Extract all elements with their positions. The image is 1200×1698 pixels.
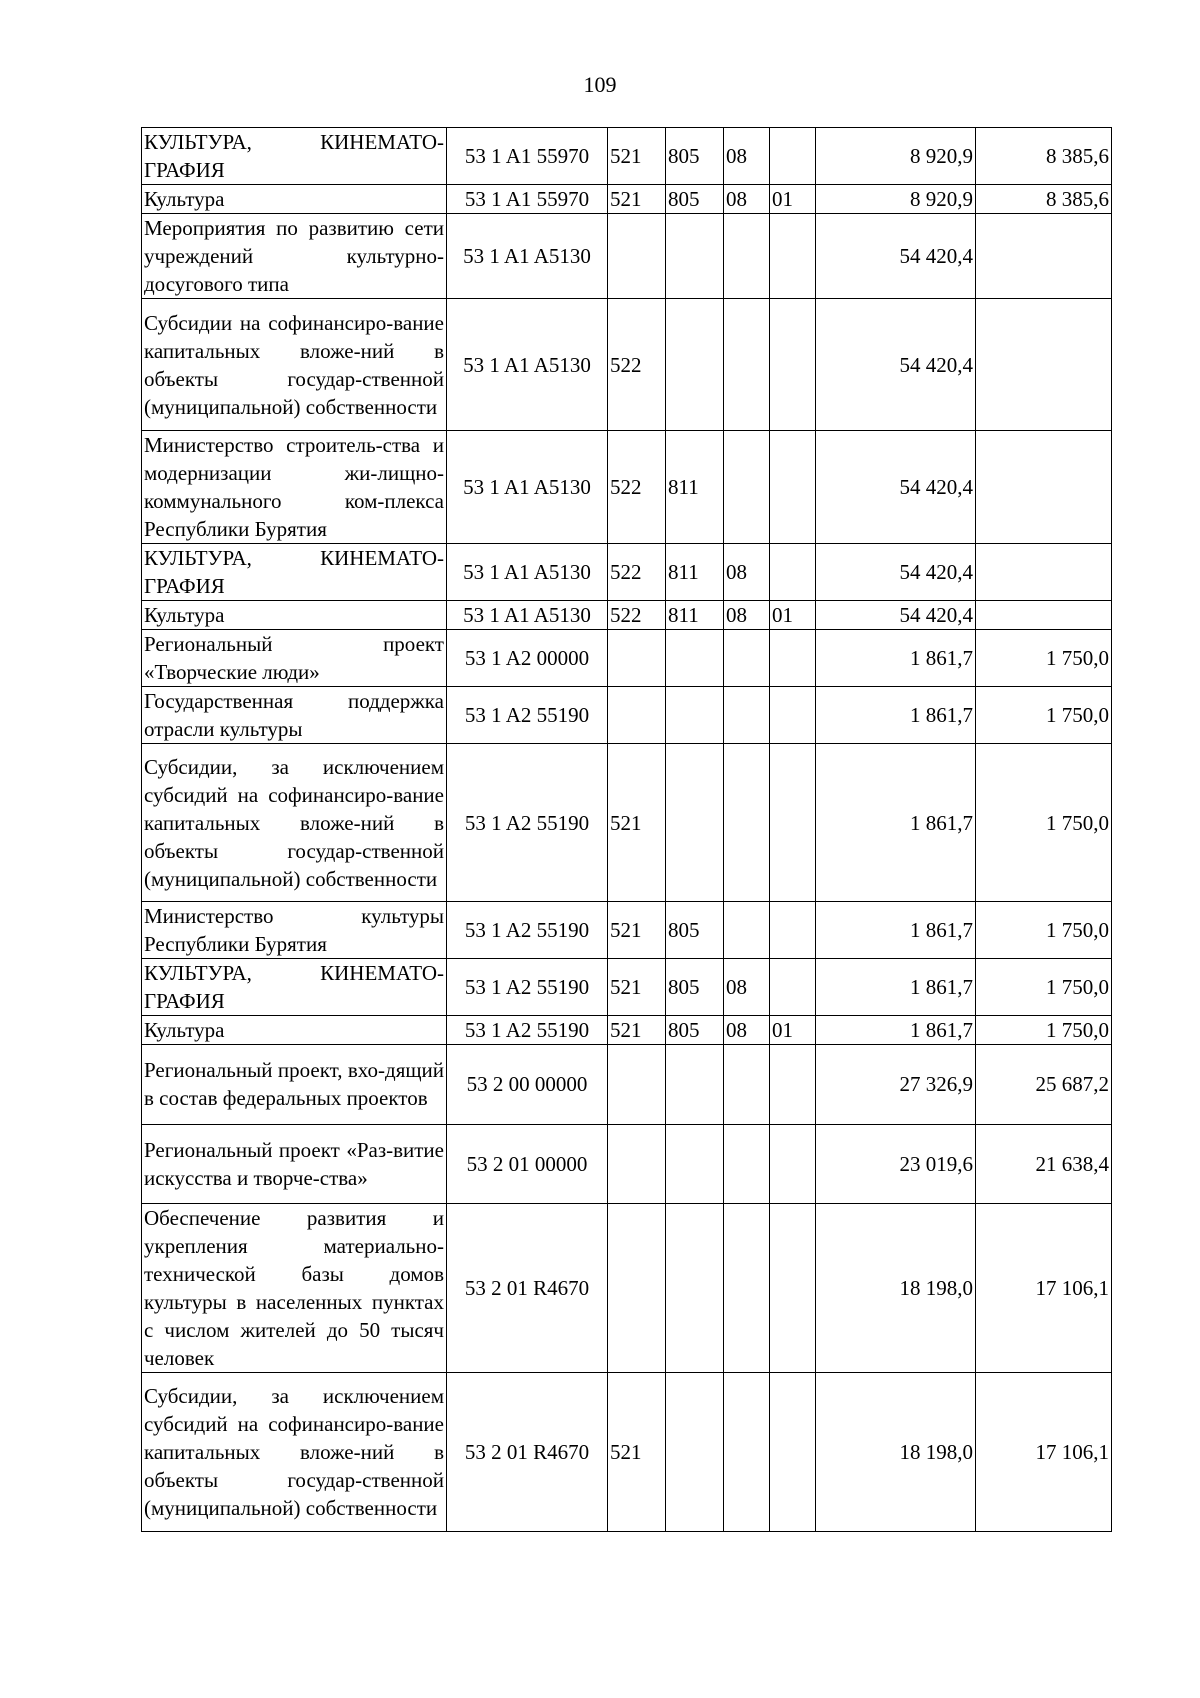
cell-amount-2: 1 750,0 (976, 687, 1112, 744)
cell-subsection (770, 630, 816, 687)
cell-department (666, 687, 724, 744)
cell-expense-type: 522 (608, 601, 666, 630)
table-row (142, 128, 1112, 185)
cell-expense-type: 522 (608, 431, 666, 544)
cell-name: Субсидии, за исключением субсидий на софинансиро-вание капитальных вложе-ний в объекты государ-ственной (муниципальной) собственности (142, 744, 447, 902)
cell-amount-2 (976, 601, 1112, 630)
cell-amount-2: 8 385,6 (976, 128, 1112, 185)
cell-expense-type: 521 (608, 1016, 666, 1045)
cell-subsection (770, 128, 816, 185)
cell-amount-1: 23 019,6 (816, 1124, 976, 1204)
table-row (142, 214, 1112, 299)
table-row (142, 902, 1112, 959)
cell-amount-1: 1 861,7 (816, 959, 976, 1016)
cell-amount-2 (976, 214, 1112, 299)
cell-section (724, 1204, 770, 1373)
cell-department: 805 (666, 185, 724, 214)
cell-subsection (770, 1124, 816, 1204)
cell-expense-type: 521 (608, 744, 666, 902)
cell-amount-1: 1 861,7 (816, 1016, 976, 1045)
cell-subsection (770, 299, 816, 431)
budget-table (141, 127, 1112, 1532)
cell-name: Региональный проект, вхо-дящий в состав федеральных проектов (142, 1045, 447, 1125)
cell-target-code: 53 1 A2 55190 (447, 902, 608, 959)
table-row (142, 185, 1112, 214)
cell-subsection (770, 1045, 816, 1125)
cell-name: Министерство культуры Республики Бурятия (142, 902, 447, 959)
cell-section (724, 744, 770, 902)
cell-target-code: 53 1 A1 A5130 (447, 544, 608, 601)
cell-section: 08 (724, 959, 770, 1016)
cell-department (666, 744, 724, 902)
table-row (142, 1045, 1112, 1125)
cell-expense-type: 521 (608, 959, 666, 1016)
cell-name: Государственная поддержка отрасли культуры (142, 687, 447, 744)
table-row (142, 544, 1112, 601)
cell-expense-type (608, 630, 666, 687)
table-row (142, 1124, 1112, 1204)
cell-amount-1: 1 861,7 (816, 630, 976, 687)
cell-expense-type (608, 687, 666, 744)
table-row (142, 601, 1112, 630)
cell-amount-2: 1 750,0 (976, 1016, 1112, 1045)
cell-amount-1: 54 420,4 (816, 214, 976, 299)
cell-section (724, 1045, 770, 1125)
cell-department: 811 (666, 544, 724, 601)
cell-name: Субсидии на софинансиро-вание капитальных вложе-ний в объекты государ-ственной (муниципальной) собственности (142, 299, 447, 431)
cell-subsection (770, 959, 816, 1016)
cell-amount-2: 1 750,0 (976, 630, 1112, 687)
cell-name: Министерство строитель-ства и модернизации жи-лищно-коммунального ком-плекса Республики Бурятия (142, 431, 447, 544)
cell-expense-type (608, 1204, 666, 1373)
cell-amount-1: 18 198,0 (816, 1204, 976, 1373)
cell-department (666, 630, 724, 687)
cell-target-code: 53 1 A2 55190 (447, 744, 608, 902)
cell-amount-1: 1 861,7 (816, 744, 976, 902)
table-row (142, 431, 1112, 544)
cell-name: Культура (142, 1016, 447, 1045)
cell-name: Субсидии, за исключением субсидий на софинансиро-вание капитальных вложе-ний в объекты государ-ственной (муниципальной) собственности (142, 1373, 447, 1531)
cell-target-code: 53 1 A2 00000 (447, 630, 608, 687)
cell-amount-2 (976, 544, 1112, 601)
cell-department (666, 299, 724, 431)
table-row (142, 959, 1112, 1016)
cell-amount-1: 54 420,4 (816, 544, 976, 601)
cell-section (724, 687, 770, 744)
cell-subsection: 01 (770, 1016, 816, 1045)
cell-department: 805 (666, 1016, 724, 1045)
cell-amount-1: 1 861,7 (816, 687, 976, 744)
cell-name: Региональный проект «Раз-витие искусства и творче-ства» (142, 1124, 447, 1204)
cell-section: 08 (724, 128, 770, 185)
cell-section: 08 (724, 544, 770, 601)
cell-amount-2: 17 106,1 (976, 1204, 1112, 1373)
cell-expense-type: 521 (608, 1373, 666, 1531)
cell-amount-1: 1 861,7 (816, 902, 976, 959)
cell-expense-type: 521 (608, 902, 666, 959)
cell-department (666, 1124, 724, 1204)
table-row (142, 299, 1112, 431)
cell-amount-1: 54 420,4 (816, 299, 976, 431)
cell-subsection (770, 744, 816, 902)
cell-subsection (770, 214, 816, 299)
cell-amount-1: 27 326,9 (816, 1045, 976, 1125)
table-row (142, 744, 1112, 902)
cell-department (666, 1373, 724, 1531)
cell-section (724, 630, 770, 687)
cell-amount-2: 1 750,0 (976, 959, 1112, 1016)
table-row (142, 1373, 1112, 1531)
cell-expense-type: 522 (608, 299, 666, 431)
cell-department: 811 (666, 601, 724, 630)
table-row (142, 1204, 1112, 1373)
cell-target-code: 53 1 A2 55190 (447, 959, 608, 1016)
cell-name: Мероприятия по развитию сети учреждений культурно-досугового типа (142, 214, 447, 299)
cell-amount-2: 1 750,0 (976, 902, 1112, 959)
cell-expense-type (608, 214, 666, 299)
cell-department (666, 214, 724, 299)
cell-department: 805 (666, 959, 724, 1016)
cell-amount-2 (976, 431, 1112, 544)
cell-amount-1: 8 920,9 (816, 185, 976, 214)
cell-target-code: 53 1 A1 A5130 (447, 214, 608, 299)
cell-section (724, 214, 770, 299)
cell-section (724, 1124, 770, 1204)
cell-section (724, 299, 770, 431)
cell-amount-2: 1 750,0 (976, 744, 1112, 902)
cell-subsection (770, 544, 816, 601)
cell-name: Культура (142, 185, 447, 214)
cell-subsection: 01 (770, 601, 816, 630)
cell-amount-2: 8 385,6 (976, 185, 1112, 214)
cell-target-code: 53 1 A1 A5130 (447, 299, 608, 431)
cell-department: 805 (666, 902, 724, 959)
cell-subsection (770, 902, 816, 959)
budget-table-body (142, 128, 1112, 1532)
cell-target-code: 53 2 01 R4670 (447, 1204, 608, 1373)
cell-amount-2: 25 687,2 (976, 1045, 1112, 1125)
cell-expense-type: 521 (608, 128, 666, 185)
cell-name: Региональный проект «Творческие люди» (142, 630, 447, 687)
table-row (142, 687, 1112, 744)
cell-name: Культура (142, 601, 447, 630)
cell-amount-1: 54 420,4 (816, 431, 976, 544)
cell-amount-2: 17 106,1 (976, 1373, 1112, 1531)
cell-target-code: 53 1 A2 55190 (447, 687, 608, 744)
cell-section: 08 (724, 601, 770, 630)
cell-department (666, 1045, 724, 1125)
cell-target-code: 53 1 A1 55970 (447, 128, 608, 185)
cell-expense-type: 521 (608, 185, 666, 214)
cell-target-code: 53 1 A1 55970 (447, 185, 608, 214)
cell-expense-type (608, 1124, 666, 1204)
cell-subsection (770, 687, 816, 744)
cell-section: 08 (724, 1016, 770, 1045)
cell-target-code: 53 2 01 R4670 (447, 1373, 608, 1531)
cell-amount-2 (976, 299, 1112, 431)
cell-subsection (770, 431, 816, 544)
cell-target-code: 53 1 A2 55190 (447, 1016, 608, 1045)
cell-section (724, 1373, 770, 1531)
cell-amount-2: 21 638,4 (976, 1124, 1112, 1204)
cell-department: 811 (666, 431, 724, 544)
cell-subsection (770, 1373, 816, 1531)
cell-amount-1: 8 920,9 (816, 128, 976, 185)
table-row (142, 1016, 1112, 1045)
cell-section (724, 902, 770, 959)
cell-name: КУЛЬТУРА, КИНЕМАТО-ГРАФИЯ (142, 128, 447, 185)
cell-subsection (770, 1204, 816, 1373)
cell-department: 805 (666, 128, 724, 185)
cell-section: 08 (724, 185, 770, 214)
cell-name: КУЛЬТУРА, КИНЕМАТО-ГРАФИЯ (142, 544, 447, 601)
cell-target-code: 53 1 A1 A5130 (447, 601, 608, 630)
cell-department (666, 1204, 724, 1373)
cell-target-code: 53 2 01 00000 (447, 1124, 608, 1204)
cell-name: Обеспечение развития и укрепления материально-технической базы домов культуры в населенных пунктах с числом жителей до 50 тысяч человек (142, 1204, 447, 1373)
cell-expense-type: 522 (608, 544, 666, 601)
cell-expense-type (608, 1045, 666, 1125)
cell-target-code: 53 2 00 00000 (447, 1045, 608, 1125)
page-number: 109 (583, 72, 617, 97)
cell-subsection: 01 (770, 185, 816, 214)
table-row (142, 630, 1112, 687)
cell-amount-1: 54 420,4 (816, 601, 976, 630)
cell-target-code: 53 1 A1 A5130 (447, 431, 608, 544)
cell-section (724, 431, 770, 544)
cell-name: КУЛЬТУРА, КИНЕМАТО-ГРАФИЯ (142, 959, 447, 1016)
cell-amount-1: 18 198,0 (816, 1373, 976, 1531)
